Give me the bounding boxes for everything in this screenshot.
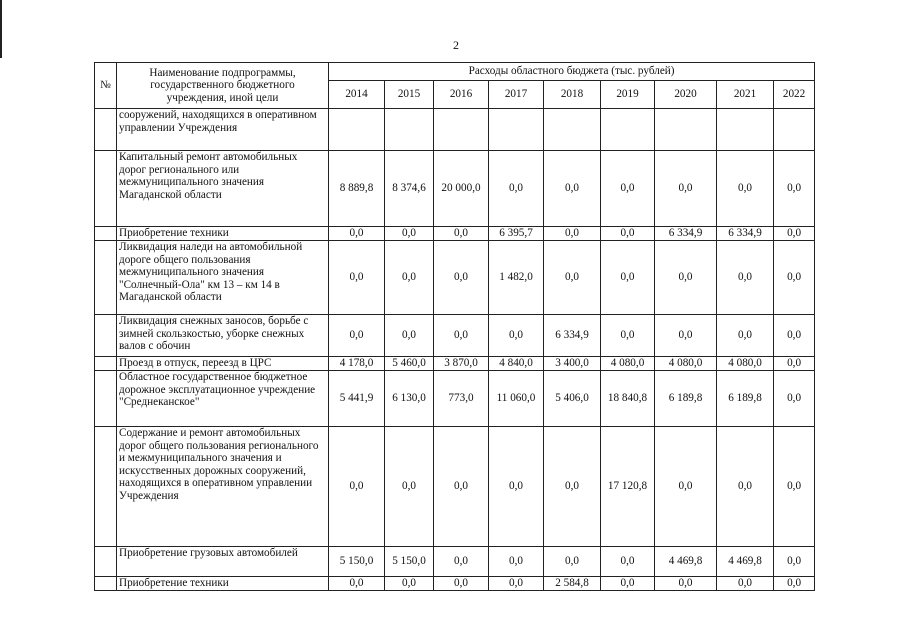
value-cell: 4 080,0 [655, 357, 717, 371]
value-cell: 0,0 [717, 315, 774, 357]
header-year: 2016 [434, 81, 489, 109]
value-cell: 3 870,0 [434, 357, 489, 371]
row-name-cell: Ликвидация наледи на автомобильной дороге общего пользования межмуниципального значения "Солнечный-Ола" км 13 – км 14 в Магаданской области [117, 241, 329, 315]
value-cell: 6 189,8 [655, 371, 717, 427]
value-cell: 0,0 [544, 227, 601, 241]
value-cell [601, 109, 655, 151]
row-name-cell: Содержание и ремонт автомобильных дорог общего пользования регионального и межмуниципального значения и искусственных дорожных сооружений, находящихся в оперативном управлении Учреждения [117, 427, 329, 547]
row-name-cell: Областное государственное бюджетное дорожное эксплуатационное учреждение "Среднеканское" [117, 371, 329, 427]
page-number: 2 [453, 38, 459, 52]
row-name-cell: Проезд в отпуск, переезд в ЦРС [117, 357, 329, 371]
row-number-cell [95, 227, 117, 241]
value-cell: 0,0 [717, 577, 774, 591]
row-number-cell [95, 371, 117, 427]
value-cell: 0,0 [544, 241, 601, 315]
row-number-cell [95, 241, 117, 315]
value-cell: 0,0 [489, 427, 544, 547]
value-cell: 0,0 [717, 427, 774, 547]
table-row [95, 547, 815, 577]
value-cell: 0,0 [385, 427, 434, 547]
value-cell [717, 109, 774, 151]
value-cell: 0,0 [489, 315, 544, 357]
value-cell: 20 000,0 [434, 151, 489, 227]
row-number-cell [95, 357, 117, 371]
value-cell: 0,0 [774, 371, 815, 427]
value-cell: 11 060,0 [489, 371, 544, 427]
value-cell: 0,0 [601, 241, 655, 315]
value-cell: 0,0 [601, 315, 655, 357]
value-cell [434, 109, 489, 151]
value-cell: 0,0 [774, 315, 815, 357]
value-cell: 0,0 [774, 241, 815, 315]
table-body [95, 109, 815, 591]
table-row [95, 227, 815, 241]
value-cell: 0,0 [774, 357, 815, 371]
value-cell: 0,0 [489, 547, 544, 577]
value-cell: 0,0 [329, 227, 385, 241]
value-cell: 6 334,9 [544, 315, 601, 357]
value-cell: 0,0 [544, 547, 601, 577]
value-cell: 6 130,0 [385, 371, 434, 427]
header-year: 2015 [385, 81, 434, 109]
header-year: 2020 [655, 81, 717, 109]
value-cell: 0,0 [385, 315, 434, 357]
value-cell: 4 840,0 [489, 357, 544, 371]
value-cell: 0,0 [385, 577, 434, 591]
value-cell: 4 469,8 [655, 547, 717, 577]
row-name-cell: сооружений, находящихся в оперативном управлении Учреждения [117, 109, 329, 151]
row-name-cell: Ликвидация снежных заносов, борьбе с зимней скользкостью, уборке снежных валов с обочин [117, 315, 329, 357]
value-cell [329, 109, 385, 151]
value-cell: 3 400,0 [544, 357, 601, 371]
header-year: 2022 [774, 81, 815, 109]
row-name-cell: Приобретение техники [117, 227, 329, 241]
header-year: 2017 [489, 81, 544, 109]
value-cell: 0,0 [434, 547, 489, 577]
value-cell: 0,0 [655, 577, 717, 591]
value-cell: 0,0 [655, 315, 717, 357]
table-row [95, 427, 815, 547]
table-row [95, 315, 815, 357]
value-cell: 4 080,0 [717, 357, 774, 371]
value-cell: 6 334,9 [717, 227, 774, 241]
value-cell: 18 840,8 [601, 371, 655, 427]
row-name-cell: Приобретение грузовых автомобилей [117, 547, 329, 577]
value-cell: 0,0 [601, 151, 655, 227]
value-cell: 4 469,8 [717, 547, 774, 577]
value-cell: 0,0 [489, 151, 544, 227]
value-cell: 5 460,0 [385, 357, 434, 371]
value-cell: 0,0 [601, 227, 655, 241]
value-cell: 0,0 [434, 241, 489, 315]
value-cell: 0,0 [774, 547, 815, 577]
value-cell: 0,0 [434, 577, 489, 591]
table-row [95, 577, 815, 591]
value-cell: 0,0 [774, 577, 815, 591]
value-cell: 0,0 [655, 241, 717, 315]
table-header [95, 63, 815, 109]
value-cell [385, 109, 434, 151]
budget-table [94, 62, 815, 591]
value-cell: 0,0 [655, 151, 717, 227]
header-expenses: Расходы областного бюджета (тыс. рублей) [329, 63, 815, 81]
value-cell: 17 120,8 [601, 427, 655, 547]
row-name-cell: Капитальный ремонт автомобильных дорог регионального или межмуниципального значения Магаданской области [117, 151, 329, 227]
binding-edge-line [0, 0, 2, 58]
value-cell [655, 109, 717, 151]
value-cell: 8 889,8 [329, 151, 385, 227]
value-cell: 0,0 [434, 315, 489, 357]
value-cell: 0,0 [655, 427, 717, 547]
value-cell: 0,0 [544, 427, 601, 547]
value-cell: 0,0 [717, 151, 774, 227]
row-number-cell [95, 427, 117, 547]
row-number-cell [95, 547, 117, 577]
row-number-cell [95, 315, 117, 357]
value-cell: 0,0 [544, 151, 601, 227]
value-cell: 0,0 [774, 427, 815, 547]
value-cell: 5 441,9 [329, 371, 385, 427]
table-row [95, 151, 815, 227]
table-row [95, 241, 815, 315]
value-cell: 6 334,9 [655, 227, 717, 241]
value-cell: 8 374,6 [385, 151, 434, 227]
value-cell: 5 150,0 [329, 547, 385, 577]
value-cell: 0,0 [385, 241, 434, 315]
row-number-cell [95, 151, 117, 227]
header-year: 2018 [544, 81, 601, 109]
row-number-cell [95, 577, 117, 591]
header-year: 2014 [329, 81, 385, 109]
value-cell: 0,0 [774, 227, 815, 241]
row-number-cell [95, 109, 117, 151]
header-name-column: Наименование подпрограммы, государственного бюджетного учреждения, иной цели [117, 63, 329, 109]
value-cell: 0,0 [329, 427, 385, 547]
value-cell: 0,0 [329, 241, 385, 315]
table-row [95, 109, 815, 151]
header-year: 2021 [717, 81, 774, 109]
value-cell [489, 109, 544, 151]
value-cell [774, 109, 815, 151]
value-cell: 0,0 [601, 577, 655, 591]
value-cell: 4 178,0 [329, 357, 385, 371]
value-cell: 0,0 [329, 577, 385, 591]
value-cell [544, 109, 601, 151]
value-cell: 4 080,0 [601, 357, 655, 371]
value-cell: 0,0 [385, 227, 434, 241]
value-cell: 0,0 [717, 241, 774, 315]
value-cell: 2 584,8 [544, 577, 601, 591]
table-row [95, 357, 815, 371]
value-cell: 0,0 [774, 151, 815, 227]
row-name-cell: Приобретение техники [117, 577, 329, 591]
value-cell: 0,0 [601, 547, 655, 577]
table-row [95, 371, 815, 427]
value-cell: 6 395,7 [489, 227, 544, 241]
value-cell: 5 406,0 [544, 371, 601, 427]
header-year: 2019 [601, 81, 655, 109]
header-number-column: № [95, 63, 117, 109]
value-cell: 1 482,0 [489, 241, 544, 315]
value-cell: 5 150,0 [385, 547, 434, 577]
value-cell: 6 189,8 [717, 371, 774, 427]
value-cell: 0,0 [434, 227, 489, 241]
value-cell: 0,0 [489, 577, 544, 591]
value-cell: 0,0 [329, 315, 385, 357]
value-cell: 0,0 [434, 427, 489, 547]
value-cell: 773,0 [434, 371, 489, 427]
